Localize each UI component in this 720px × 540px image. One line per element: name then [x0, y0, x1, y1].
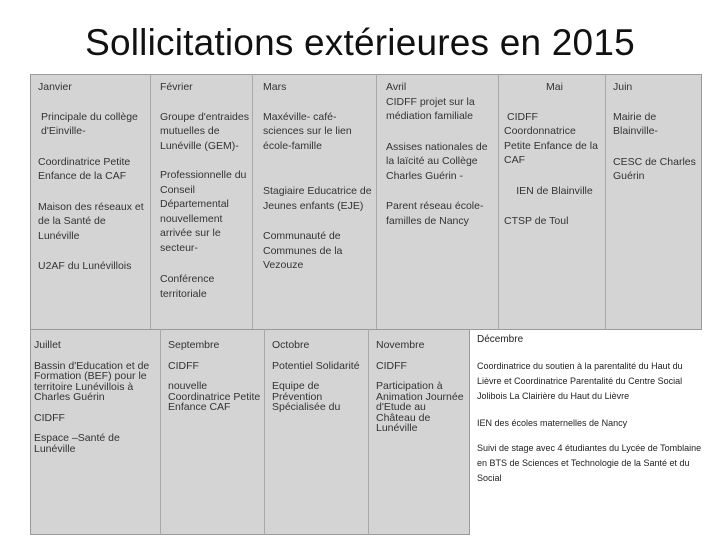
entry: CIDFF	[168, 359, 199, 372]
column-divider	[150, 74, 151, 330]
entry: CIDFF projet sur la médiation familiale	[386, 95, 475, 122]
entry: Conférence territoriale	[160, 273, 215, 300]
column-divider	[376, 74, 377, 330]
entry: Coordonnatrice Petite Enfance de la CAF	[504, 125, 598, 166]
month-header: Avril	[386, 81, 407, 93]
month-column-octobre	[272, 340, 366, 413]
entry: Espace –Santé de Lunéville	[34, 432, 120, 455]
entry: Assises nationales de la laïcité au Collège Charles Guérin -	[386, 140, 488, 182]
month-column-septembre	[168, 340, 262, 413]
entry: Mairie de Blainville-	[613, 110, 658, 137]
entry: Maxéville- café-sciences sur le lien école-famille	[263, 110, 352, 152]
entry: Coordinatrice Petite Enfance de la CAF	[38, 155, 131, 182]
entry: Stagiaire Educatrice de Jeunes enfants (EJE)	[263, 185, 372, 212]
entry: Participation à Animation Journée d'Etude au Château de Lunéville	[376, 380, 464, 434]
entry: Potentiel Solidarité	[272, 359, 360, 372]
entry: Parent réseau école-familles de Nancy	[386, 200, 484, 227]
month-header: Mars	[263, 81, 287, 93]
month-column-mai	[504, 80, 605, 229]
column-divider	[605, 74, 606, 330]
entry: CIDFF	[376, 359, 407, 372]
entry: IEN des écoles maternelles de Nancy	[477, 418, 628, 428]
month-header: Septembre	[168, 339, 220, 351]
entry: Communauté de Communes de la Vezouze	[263, 230, 343, 271]
entry: Suivi de stage avec 4 étudiantes du Lycée de Tomblaine en BTS de Sciences et Technologie de la Santé et du Social	[477, 443, 702, 483]
column-divider	[368, 329, 369, 535]
month-column-avril	[386, 80, 498, 228]
entry: Professionnelle du Conseil Départemental nouvellement arrivée sur le secteur-	[160, 169, 247, 254]
month-column-fevrier	[160, 80, 252, 301]
entry: Maison des réseaux et de la Santé de Lunéville	[38, 200, 144, 242]
entry: Principale du collège d'Einville-	[41, 110, 138, 137]
month-header: Février	[160, 81, 193, 93]
column-divider	[498, 74, 499, 330]
slide-title: Sollicitations extérieures en 2015	[85, 22, 635, 63]
column-divider	[252, 74, 253, 330]
month-header: Mai	[546, 81, 563, 93]
month-column-juin	[613, 80, 701, 184]
entry: CESC de Charles Guérin	[613, 155, 696, 182]
entry: U2AF du Lunévillois	[38, 260, 132, 272]
month-header: Octobre	[272, 339, 310, 351]
month-column-novembre	[376, 340, 468, 434]
entry: IEN de Blainville	[516, 184, 593, 197]
month-column-juillet	[34, 340, 158, 454]
column-divider	[264, 329, 265, 535]
month-header: Décembre	[477, 334, 524, 345]
column-divider	[160, 329, 161, 535]
month-column-decembre	[477, 332, 707, 486]
month-header: Juin	[613, 81, 633, 93]
entry: Bassin d'Education et de Formation (BEF) pour le territoire Lunévillois à Charles Guérin	[34, 359, 150, 403]
month-header: Juillet	[34, 339, 61, 351]
entry: CIDFF	[507, 110, 538, 123]
month-column-janvier	[38, 80, 150, 274]
entry: nouvelle Coordinatrice Petite Enfance CAF	[168, 380, 261, 413]
entry: Coordinatrice du soutien à la parentalité du Haut du Lièvre et Coordinatrice Parentalité du Centre Social Jolibois La Clairière du Haut du Lièvre	[477, 361, 683, 401]
month-header: Janvier	[38, 81, 72, 93]
month-column-mars	[263, 80, 373, 273]
entry: CIDFF	[34, 411, 65, 424]
entry: Equipe de Prévention Spécialisée du	[272, 380, 341, 413]
entry: CTSP de Toul	[504, 215, 569, 227]
entry: Groupe d'entraides mutuelles de Lunéville (GEM)-	[160, 110, 249, 152]
month-header: Novembre	[376, 339, 425, 351]
